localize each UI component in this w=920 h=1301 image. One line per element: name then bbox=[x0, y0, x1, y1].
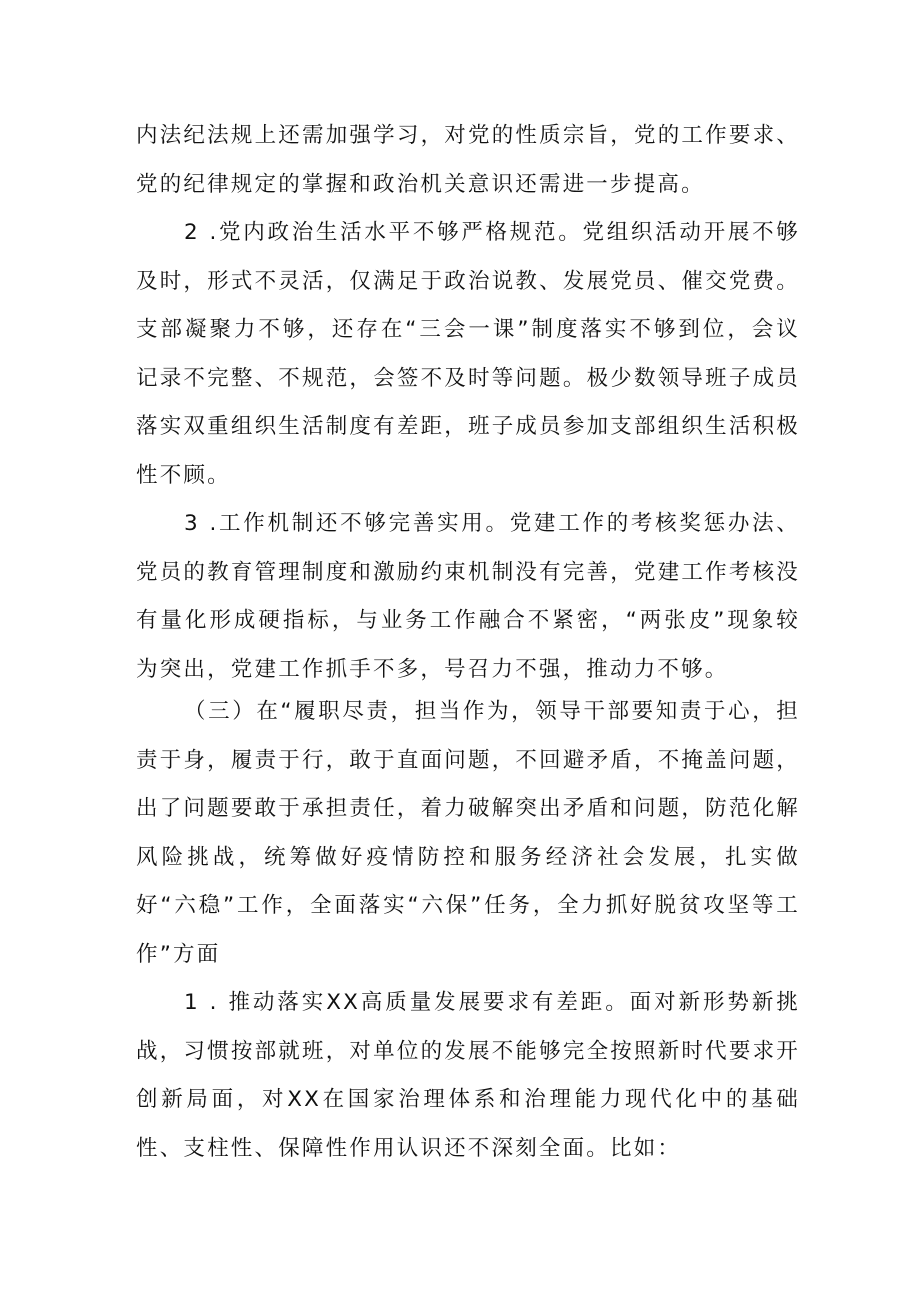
paragraph-text: （三）在“履职尽责，担当作为，领导干部要知责于心，担责于身，履责于行，敢于直面问题，不回避矛盾，不掩盖问题，出了问题要敢于承担责任，着力破解突出矛盾和问题，防范化解风险挑战，统筹做好疫情防控和服务经济社会发展，扎实做好“六稳”工作，全面落实“六保”任务，全力抓好脱贫攻坚等工作”方面 bbox=[136, 699, 800, 967]
paragraph-text: 2 .党内政治生活水平不够严格规范。党组织活动开展不够及时，形式不灵活，仅满足于政治说教、发展党员、催交党费。支部凝聚力不够，还存在“三会一课”制度落实不够到位，会议记录不完整、不规范，会签不及时等问题。极少数领导班子成员落实双重组织生活制度有差距，班子成员参加支部组织生活积极性不顾。 bbox=[136, 220, 800, 488]
section-heading-3 bbox=[136, 688, 800, 979]
paragraph-text: 内法纪法规上还需加强学习，对党的性质宗旨，党的工作要求、党的纪律规定的掌握和政治机关意识还需进一步提高。 bbox=[136, 123, 800, 197]
paragraph-item-1 bbox=[136, 979, 800, 1173]
paragraph-text: 1 . 推动落实XX高质量发展要求有差距。面对新形势新挑战，习惯按部就班，对单位的发展不能够完全按照新时代要求开创新局面，对XX在国家治理体系和治理能力现代化中的基础性、支柱性、保障性作用认识还不深刻全面。比如： bbox=[136, 990, 800, 1161]
paragraph-item-3 bbox=[136, 500, 800, 694]
paragraph-continuation bbox=[136, 112, 800, 209]
paragraph-item-2 bbox=[136, 209, 800, 500]
paragraph-text: 3 .工作机制还不够完善实用。党建工作的考核奖惩办法、党员的教育管理制度和激励约束机制没有完善，党建工作考核没有量化形成硬指标，与业务工作融合不紧密，“两张皮”现象较为突出，党建工作抓手不多，号召力不强，推动力不够。 bbox=[136, 511, 800, 682]
